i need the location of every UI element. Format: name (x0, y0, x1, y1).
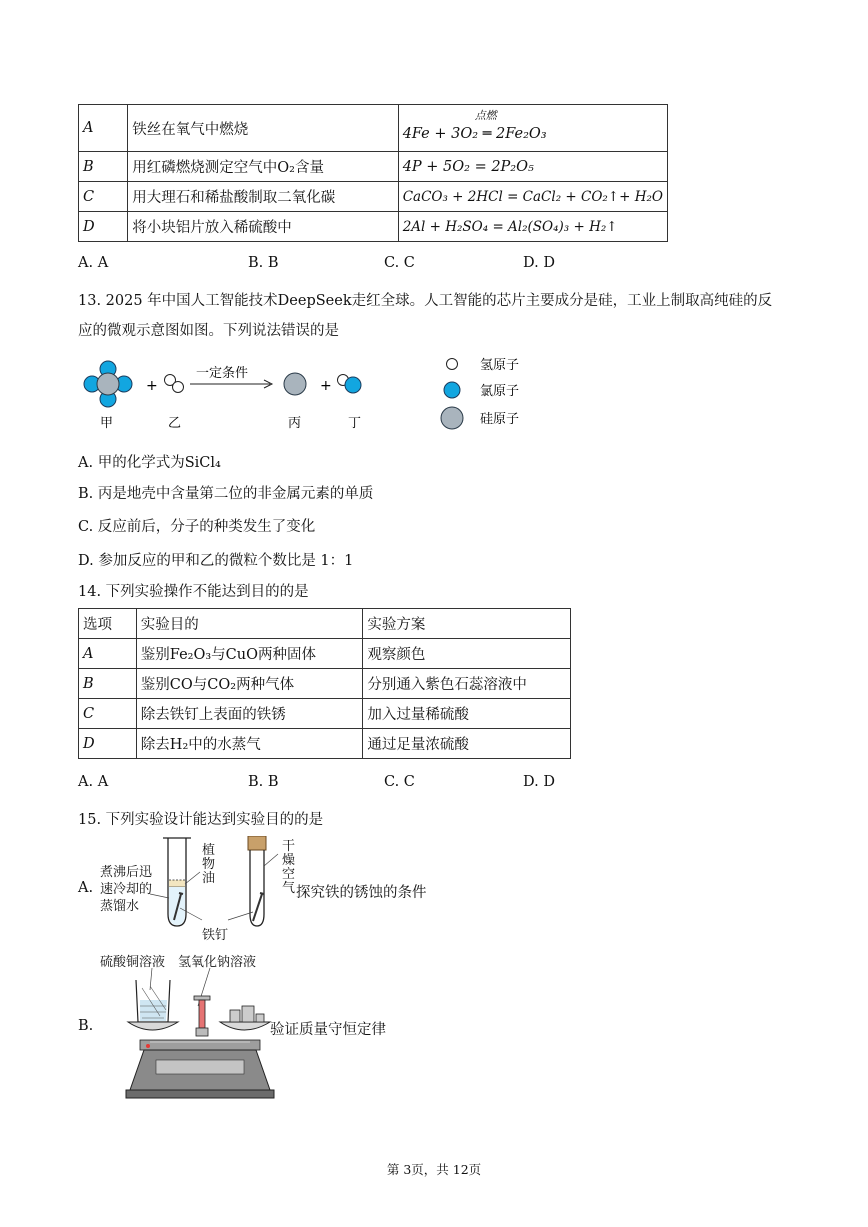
q14-option-d[interactable]: D. D (523, 774, 555, 790)
legend-chlorine-label: 氯原子 (480, 384, 520, 399)
q12-key-b: B (79, 152, 128, 182)
table-row (79, 609, 571, 639)
table-row (79, 212, 668, 242)
q14-options (78, 774, 678, 794)
q13-reaction-diagram (78, 352, 548, 434)
legend-chlorine-icon (444, 382, 460, 398)
molecule-jia (84, 361, 132, 407)
q14-plan-b: 分别通入紫色石蕊溶液中 (363, 669, 571, 699)
q13-option-b[interactable]: B. 丙是地壳中含量第二位的非金属元素的单质 (78, 486, 374, 502)
q12-option-b[interactable]: B. B (248, 255, 279, 271)
q12-eq-a (398, 105, 667, 152)
q14-option-c[interactable]: C. C (384, 774, 415, 790)
label-ding: 丁 (348, 416, 362, 431)
q12-desc-c: 用大理石和稀盐酸制取二氧化碳 (128, 182, 398, 212)
q12-table (78, 104, 668, 242)
test-tube-2 (228, 836, 278, 926)
q12-eq-b: 4P + 5O₂ = 2P₂O₅ (398, 152, 667, 182)
table-row (79, 669, 571, 699)
table-row (79, 699, 571, 729)
q14-header-purpose: 实验目的 (136, 609, 363, 639)
q15-a-left-label: 煮沸后迅速冷却的蒸馏水 (100, 865, 153, 914)
q14-header-option: 选项 (79, 609, 137, 639)
page-footer: 第 3页，共 12页 (386, 1162, 482, 1177)
q12-option-c[interactable]: C. C (384, 255, 415, 271)
q12-desc-d: 将小块铝片放入稀硫酸中 (128, 212, 398, 242)
q12-key-a: A (79, 105, 128, 152)
q14-header-plan: 实验方案 (363, 609, 571, 639)
q13-option-d[interactable]: D. 参加反应的甲和乙的微粒个数比是 1：1 (78, 553, 354, 569)
q12-eq-a-cond: 点燃 (474, 109, 497, 122)
q15-a-text: 探究铁的锈蚀的条件 (296, 885, 427, 901)
table-row (79, 152, 668, 182)
label-bing: 丙 (288, 416, 302, 431)
label-jia: 甲 (100, 416, 114, 431)
q15-option-b-prefix[interactable]: B. (78, 1018, 94, 1034)
q14-plan-c: 加入过量稀硫酸 (363, 699, 571, 729)
q14-table (78, 608, 571, 759)
q14-plan-d: 通过足量浓硫酸 (363, 729, 571, 759)
q15-option-a-prefix[interactable]: A. (78, 880, 94, 896)
label-yi: 乙 (168, 416, 182, 431)
reaction-condition: 一定条件 (196, 366, 249, 381)
q14-option-b[interactable]: B. B (248, 774, 279, 790)
plus-sign-2: + (320, 378, 332, 394)
q13-stem-line2: 应的微观示意图如图。下列说法错误的是 (78, 323, 339, 339)
q15-stem: 15. 下列实验设计能达到实验目的的是 (78, 812, 324, 828)
q13-option-a[interactable]: A. 甲的化学式为SiCl₄ (78, 455, 221, 471)
q14-purpose-b: 鉴别CO与CO₂两种气体 (136, 669, 363, 699)
test-tube-1 (150, 838, 202, 926)
q14-plan-a: 观察颜色 (363, 639, 571, 669)
q12-option-d[interactable]: D. D (523, 255, 555, 271)
q15-b-balance-apparatus (120, 966, 280, 1100)
table-row (79, 105, 668, 152)
q12-eq-a-text: 4Fe + 3O₂ ═ 2Fe₂O₃ (402, 126, 547, 142)
table-row (79, 639, 571, 669)
q14-key-a: A (79, 639, 137, 669)
molecule-yi (165, 375, 184, 393)
q14-purpose-d: 除去H₂中的水蒸气 (136, 729, 363, 759)
q15-a-dry-label: 干燥空气 (282, 839, 296, 896)
q12-options (78, 255, 678, 275)
legend-silicon-icon (441, 407, 463, 429)
q15-b-text: 验证质量守恒定律 (270, 1022, 386, 1038)
q15-a-oil-label: 植物油 (202, 843, 216, 886)
beaker (136, 980, 170, 1022)
table-row (79, 182, 668, 212)
legend-hydrogen-icon (447, 359, 458, 370)
q14-key-c: C (79, 699, 137, 729)
q12-key-d: D (79, 212, 128, 242)
legend-hydrogen-label: 氢原子 (480, 358, 520, 373)
q13-stem-line1: 13. 2025 年中国人工智能技术DeepSeek走红全球。人工智能的芯片主要成分是硅，工业上制取高纯硅的反 (78, 293, 773, 309)
q14-key-b: B (79, 669, 137, 699)
q15-a-apparatus (150, 836, 300, 936)
q14-key-d: D (79, 729, 137, 759)
plus-sign-1: + (146, 378, 158, 394)
q12-desc-a: 铁丝在氧气中燃烧 (128, 105, 398, 152)
q14-option-a[interactable]: A. A (78, 774, 109, 790)
q12-key-c: C (79, 182, 128, 212)
q12-eq-d: 2Al + H₂SO₄ = Al₂(SO₄)₃ + H₂↑ (398, 212, 667, 242)
q14-purpose-c: 除去铁钉上表面的铁锈 (136, 699, 363, 729)
q15-b-label-sodium-hydroxide: 氢氧化钠溶液 (178, 955, 257, 970)
q12-option-a[interactable]: A. A (78, 255, 109, 271)
q15-b-label-copper-sulfate: 硫酸铜溶液 (100, 955, 166, 970)
q13-option-c[interactable]: C. 反应前后，分子的种类发生了变化 (78, 519, 316, 535)
molecule-ding (338, 375, 362, 394)
molecule-bing (284, 373, 306, 395)
q14-purpose-a: 鉴别Fe₂O₃与CuO两种固体 (136, 639, 363, 669)
q12-eq-c: CaCO₃ + 2HCl = CaCl₂ + CO₂↑+ H₂O (398, 182, 667, 212)
dropper (194, 996, 210, 1036)
q14-stem: 14. 下列实验操作不能达到目的的是 (78, 584, 309, 600)
table-row (79, 729, 571, 759)
legend-silicon-label: 硅原子 (480, 412, 520, 427)
q15-a-nail-label: 铁钉 (202, 928, 229, 943)
q12-desc-b: 用红磷燃烧测定空气中O₂含量 (128, 152, 398, 182)
